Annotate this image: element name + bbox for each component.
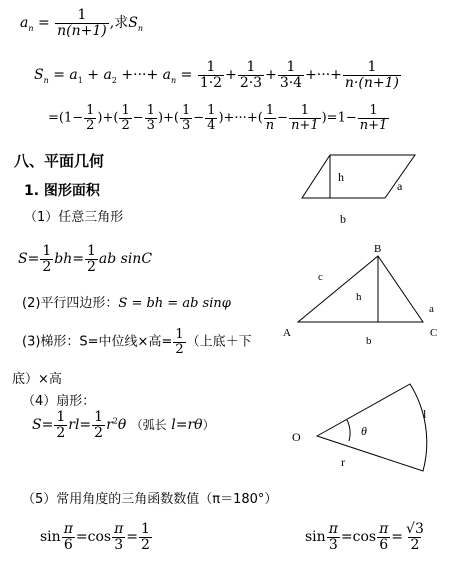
- den: 1·2: [199, 74, 223, 91]
- item-label: （4）扇形：: [22, 394, 96, 409]
- equals-sign: =: [37, 15, 55, 32]
- squared: 2: [112, 416, 118, 426]
- label-a: a: [429, 303, 434, 315]
- eq: =: [391, 529, 404, 546]
- label-r: r: [341, 455, 345, 469]
- item-label: (2)平行四边形：: [22, 296, 119, 311]
- ellipsis: +···+: [305, 67, 342, 84]
- frac: [327, 522, 340, 552]
- eq: =: [79, 417, 92, 434]
- text: )+···+(: [218, 110, 263, 126]
- frac: [54, 410, 67, 440]
- num: 1: [286, 59, 296, 75]
- label-theta: θ: [361, 424, 367, 438]
- rl: rl: [68, 417, 80, 434]
- phi: φ: [221, 296, 231, 311]
- label-b: b: [366, 335, 372, 347]
- equals-sign: =: [180, 67, 197, 84]
- subsection-heading: 1. 图形面积: [24, 183, 100, 199]
- num: 1: [367, 59, 377, 75]
- formula-telescoping: [48, 104, 390, 132]
- sector-diagram: [285, 378, 445, 478]
- eq: =: [126, 529, 139, 546]
- label-l: l: [423, 407, 427, 421]
- frac: [173, 328, 185, 356]
- den: 3: [114, 536, 124, 553]
- sn-subscript: n: [137, 23, 143, 33]
- triangle-shape: [298, 256, 423, 322]
- num: 1: [300, 103, 309, 118]
- den: 3: [328, 536, 338, 553]
- text: )=1−: [321, 110, 357, 126]
- label-a: a: [397, 179, 403, 193]
- den: 6: [379, 536, 389, 553]
- text: =(1−: [48, 110, 84, 126]
- frac: [145, 104, 157, 132]
- frac: [112, 522, 125, 552]
- minus: −: [132, 110, 144, 126]
- vertex-a: A: [283, 327, 291, 339]
- an-numerator: 1: [77, 7, 87, 23]
- sn-lhs: S: [34, 67, 44, 84]
- label-c: c: [318, 271, 323, 283]
- num: 1: [246, 59, 256, 75]
- vertex-c: C: [430, 327, 438, 339]
- num: 1: [175, 327, 184, 342]
- s: S: [18, 251, 28, 268]
- eq: =: [41, 417, 54, 434]
- num: 1: [141, 521, 150, 537]
- den: 2: [94, 424, 104, 441]
- term-a1-sub: 1: [77, 75, 83, 85]
- frac: [404, 522, 426, 552]
- num: 1: [121, 103, 130, 118]
- den: 2·3: [239, 74, 263, 91]
- num: 1: [56, 409, 66, 425]
- den: 2: [175, 341, 184, 357]
- num: π: [328, 521, 338, 537]
- r: r: [106, 417, 113, 434]
- den: 2: [86, 258, 96, 275]
- an-fraction: [55, 8, 109, 38]
- an-subscript: n: [28, 23, 34, 33]
- num: 1: [265, 103, 275, 118]
- plus-sign: +: [87, 67, 100, 84]
- den: n+1: [291, 117, 319, 133]
- den: 6: [63, 536, 73, 553]
- num: √3: [406, 521, 424, 537]
- num: 1: [86, 243, 96, 259]
- fraction-2: [238, 60, 264, 90]
- formula: S = bh = ab sin: [118, 296, 222, 311]
- label-h: h: [356, 291, 362, 303]
- item-label: （1）任意三角形: [24, 210, 124, 225]
- frac: [264, 104, 276, 132]
- eq: =: [340, 529, 353, 546]
- num: 1: [94, 409, 104, 425]
- equals-sign: =: [53, 67, 65, 84]
- sector-shape: [317, 384, 427, 471]
- eq: =: [27, 251, 40, 268]
- num: 1: [206, 59, 216, 75]
- frac: [289, 104, 321, 132]
- fraction-3: [278, 60, 304, 90]
- frac: [119, 104, 131, 132]
- den: 2: [121, 117, 130, 133]
- frac: [358, 104, 390, 132]
- theta: θ: [117, 417, 127, 434]
- den: 2: [42, 258, 52, 275]
- label-o: O: [292, 430, 301, 444]
- plus-sign: +: [225, 67, 237, 84]
- term-a2: a: [103, 67, 112, 84]
- den: 4: [207, 117, 216, 133]
- cos: cos: [352, 529, 377, 546]
- frac: [84, 104, 96, 132]
- frac: [180, 104, 192, 132]
- den: 2: [410, 536, 420, 553]
- trig-formula-1: [40, 522, 153, 552]
- frac: [85, 244, 98, 274]
- num: 1: [369, 103, 378, 118]
- fraction-1: [198, 60, 224, 90]
- eq: =: [75, 529, 88, 546]
- sector-formula: [32, 410, 215, 440]
- sin: sin: [305, 529, 326, 546]
- frac: [205, 104, 217, 132]
- s: S: [32, 417, 42, 434]
- l: l: [171, 417, 176, 434]
- an-denominator: n(n+1): [57, 22, 107, 39]
- num: 1: [42, 243, 52, 259]
- vertex-b: B: [374, 243, 382, 255]
- trapezoid-cont: 底）×高: [12, 372, 62, 387]
- label-b: b: [340, 212, 346, 226]
- den: 3: [146, 117, 155, 133]
- den: 3: [181, 117, 191, 133]
- angle-arc: [347, 420, 350, 441]
- minus: −: [193, 110, 205, 126]
- trapezoid-formula: [22, 328, 252, 356]
- label-h: h: [338, 170, 344, 184]
- den: 2: [86, 117, 95, 133]
- formula-sn: [34, 60, 402, 90]
- den: n+1: [359, 117, 388, 133]
- eq: =: [72, 251, 84, 268]
- num: 1: [146, 103, 155, 118]
- num: 1: [181, 103, 191, 118]
- frac: [377, 522, 390, 552]
- close: ）: [202, 418, 215, 433]
- c: C: [141, 251, 153, 268]
- ellipsis: +···+: [121, 67, 159, 84]
- parallelogram-formula: [22, 292, 231, 311]
- den: 2: [141, 536, 150, 553]
- item-label: (3)梯形：S=中位线×高=: [22, 334, 173, 350]
- fraction-n: [343, 60, 401, 90]
- an-symbol: a: [20, 15, 29, 32]
- sn-symbol: S: [128, 15, 138, 32]
- term-an-sub: n: [171, 75, 177, 85]
- item-label: （5）常用角度的三角函数数值（π＝180°）: [22, 492, 278, 507]
- frac: [40, 244, 53, 274]
- an-tail: ,求: [109, 15, 129, 32]
- section-heading: 八、平面几何: [14, 152, 105, 170]
- num: π: [379, 521, 389, 537]
- den: n: [265, 117, 275, 133]
- den: n·(n+1): [344, 74, 399, 91]
- num: π: [63, 521, 73, 537]
- r-theta: rθ: [187, 417, 203, 434]
- trig-formula-2: [305, 522, 427, 552]
- frac: [139, 522, 152, 552]
- eq: =: [175, 417, 188, 434]
- term-a2-sub: 2: [111, 75, 117, 85]
- num: 1: [207, 103, 216, 118]
- formula-an: [20, 8, 143, 38]
- sin: sin: [40, 529, 61, 546]
- cos: cos: [87, 529, 112, 546]
- frac: [92, 410, 105, 440]
- parallelogram-diagram: [300, 150, 430, 230]
- bh: bh: [54, 251, 73, 268]
- num: 1: [86, 103, 95, 118]
- ab-sin: ab sin: [98, 251, 142, 268]
- term-a1: a: [69, 67, 78, 84]
- num: π: [114, 521, 124, 537]
- triangle-diagram: [278, 240, 448, 350]
- tail: （上底＋下: [186, 334, 252, 350]
- frac: [62, 522, 75, 552]
- den: 2: [56, 424, 66, 441]
- sn-lhs-sub: n: [43, 75, 49, 85]
- minus: −: [277, 110, 289, 126]
- note: （弧长: [130, 418, 167, 433]
- term-an: a: [162, 67, 172, 84]
- plus-sign: +: [265, 67, 277, 84]
- den: 3·4: [279, 74, 303, 91]
- triangle-area-formula: [18, 244, 152, 274]
- text: )+(: [157, 110, 179, 126]
- text: )+(: [97, 110, 119, 126]
